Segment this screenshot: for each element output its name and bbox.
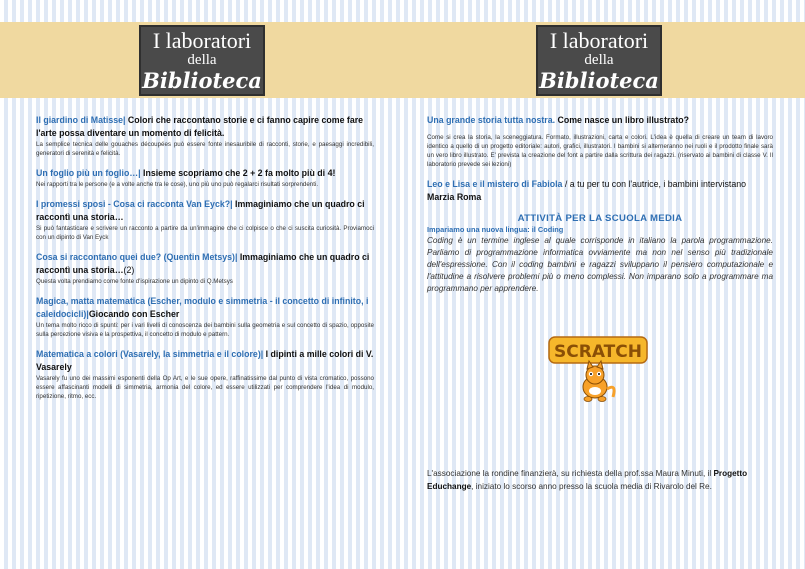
coding-description: Coding è un termine inglese al quale corrisponde in italiano la parola programmazione. Parliamo di programmazione informatica ovviamente ma non nel senso più tradizionale dell'espressione. Con il coding bambini e ragazzi sviluppano il pensiero computazionale e l'attitudine a risolvere problemi più o meno complessi. Non imparano solo a programmare ma programmano per apprendere. bbox=[427, 236, 773, 293]
right-column bbox=[427, 114, 773, 295]
lab-matisse bbox=[36, 114, 374, 158]
lab-description: Si può fantasticare e scrivere un racconto a partire da un'immagine che ci colpisce o che ci suscita curiosità. Proviamoci con un dipinto di Van Eyck bbox=[36, 225, 374, 241]
lab-leo-e-lisa bbox=[427, 178, 773, 204]
lab-description: Vasarely fu uno dei massimi esponenti della Op Art, e le sue opere, raffinatissime dal punto di vista cromatico, possono essere affascinanti modelli di simmetria, armonia del colore, ed essere utilizzati per comprendere l'idea di modulo, ripetizione, ritmo, ecc. bbox=[36, 375, 374, 400]
coding-subtitle: Impariamo una nuova lingua: il Coding bbox=[427, 225, 564, 234]
biblioteca-logo-right: I laboratori della Biblioteca bbox=[536, 25, 662, 96]
svg-text:SCRATCH: SCRATCH bbox=[554, 342, 642, 362]
lab-description: Un tema molto ricco di spunti: per i vari livelli di conoscenza dei bambini sulla geometria e sul concetto di spazio, opposite sulla percezione visiva e la prospettiva, il concetto di modulo e pattern. bbox=[36, 322, 374, 338]
lab-metsys bbox=[36, 251, 374, 286]
lab-description: Nei rapporti tra le persone (e a volte anche tra le cose), uno più uno può regalarci risultati sorprendenti. bbox=[36, 181, 319, 188]
lab-title: Matematica a colori (Vasarely, la simmetria e il colore)| I dipinti a mille colori di V. Vasarely bbox=[36, 349, 374, 372]
lab-van-eyck bbox=[36, 198, 374, 242]
lab-title: I promessi sposi - Cosa ci racconta Van Eyck?| Immaginiamo che un quadro ci raccontì una storia… bbox=[36, 199, 365, 222]
biblioteca-logo-left: I laboratori della Biblioteca bbox=[139, 25, 265, 96]
lab-title: Leo e Lisa e il mistero di Fabiola / a tu per tu con l'autrice, i bambini intervistano Marzia Roma bbox=[427, 179, 746, 202]
footer-note: L'associazione la rondine finanzierà, su richiesta della prof.ssa Maura Minuti, il Progetto Educhange, iniziato lo scorso anno presso la scuola media di Rivarolo del Re. bbox=[427, 469, 748, 491]
lab-title: Una grande storia tutta nostra. Come nasce un libro illustrato? bbox=[427, 115, 689, 125]
section-title: ATTIVITÀ PER LA SCUOLA MEDIA bbox=[517, 213, 683, 224]
scratch-cat-icon bbox=[583, 361, 614, 402]
lab-description: Come si crea la storia, la sceneggiatura. Formato, illustrazioni, carta e colori. L'idea è quella di creare un team di lavoro identico a quello di un progetto editoriale: autori, grafici, illustratori. I bambini si alterneranno nei ruoli e il prodotto finale sarà un vero libro illustrato. E' prevista la creazione del font a partire dalla scrittura dei ragazzi. (riservato ai bambini di classe V. Il laboratorio prevede sei lezioni) bbox=[427, 134, 773, 168]
lab-description: La semplice tecnica delle gouaches découpées può essere fonte inesauribile di racconti, storie, e paesaggi incredibili, generatori di serenità e felicità. bbox=[36, 141, 374, 157]
left-column bbox=[36, 114, 374, 410]
lab-vasarely bbox=[36, 348, 374, 401]
lab-title: Un foglio più un foglio…| Insieme scopriamo che 2 + 2 fa molto più di 4! bbox=[36, 168, 336, 178]
lab-title: Magica, matta matematica (Escher, modulo e simmetria - il concetto di infinito, i caleidocicli)|Giocando con Escher bbox=[36, 296, 369, 319]
header-band bbox=[0, 22, 805, 98]
lab-title: Il giardino di Matisse| Colori che raccontano storie e ci fanno capire come fare l'arte possa diventare un momento di felicità. bbox=[36, 115, 364, 138]
lab-foglio bbox=[36, 167, 374, 189]
lab-libro-illustrato bbox=[427, 114, 773, 169]
scratch-logo bbox=[545, 333, 655, 407]
lab-title: Cosa si raccontano quei due? (Quentin Metsys)| Immaginiamo che un quadro ci raccontì una storia…(2) bbox=[36, 252, 370, 275]
lab-description: Questa volta prendiamo come fonte d'ispirazione un dipinto di Q.Metsys bbox=[36, 278, 233, 285]
lab-escher bbox=[36, 295, 374, 339]
